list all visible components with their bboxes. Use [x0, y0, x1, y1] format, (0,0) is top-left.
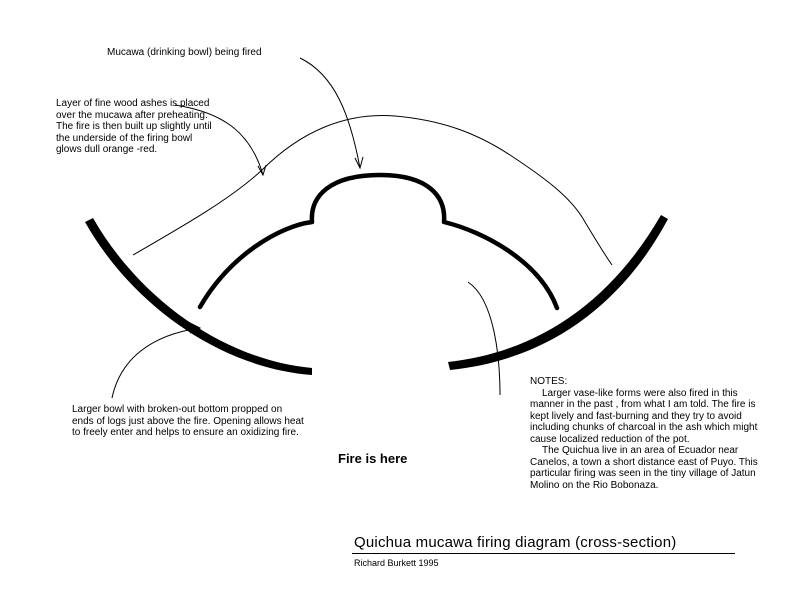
notes-block: [530, 376, 765, 491]
title-underline: [352, 553, 735, 554]
fire-label: Fire is here: [338, 451, 408, 466]
leader-line-bowl: [300, 58, 360, 168]
label-ash-layer: Layer of fine wood ashes is placed over the mucawa after preheating. The fire is then built up slightly until the underside of the firing bowl glows dull orange -red.: [56, 98, 212, 155]
author-credit: Richard Burkett 1995: [354, 558, 439, 568]
label-bowl-being-fired: Mucawa (drinking bowl) being fired: [107, 47, 262, 58]
larger-bowl-right-half: [448, 215, 668, 370]
diagram-title: Quichua mucawa firing diagram (cross-section): [354, 534, 677, 551]
label-larger-bowl: Larger bowl with broken-out bottom propped on ends of logs just above the fire. Opening allows heat to freely enter and helps to ensure an oxidizing fire.: [72, 404, 304, 438]
leader-line-notes: [468, 282, 500, 395]
larger-bowl-left-half: [85, 218, 312, 375]
notes-title: NOTES:: [530, 376, 568, 387]
notes-paragraph-1: Larger vase-like forms were also fired in this manner in the past , from what I am told. The fire is kept lively and fast-burning and they try to avoid including chunks of charcoal in the ash which might cause localized reduction of the pot.: [530, 387, 758, 445]
mucawa-bowl: [200, 175, 557, 308]
notes-paragraph-2: The Quichua live in an area of Ecuador near Canelos, a town a short distance east of Puyo. This particular firing was seen in the tiny village of Jatun Molino on the Rio Bobonaza.: [530, 445, 758, 491]
leader-line-larger-bowl: [112, 328, 200, 398]
